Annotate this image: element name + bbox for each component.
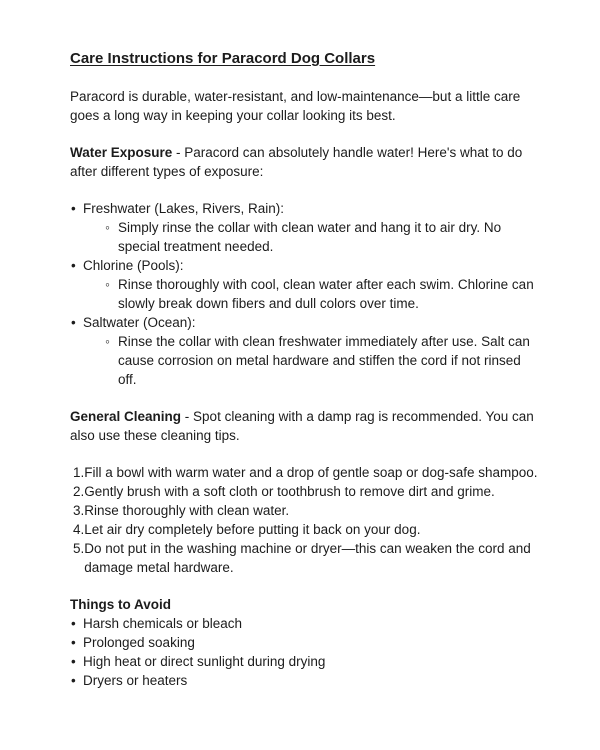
list-item-text: Harsh chemicals or bleach <box>83 616 243 631</box>
numbered-item-text: Let air dry completely before putting it back on your dog. <box>84 522 421 537</box>
water-exposure-paragraph <box>70 143 540 181</box>
avoid-list <box>70 614 540 690</box>
numbered-list-item <box>70 539 540 577</box>
numbered-item-text: Do not put in the washing machine or dryer—this can weaken the cord and damage metal hardware. <box>84 541 531 575</box>
numbered-list-item <box>70 482 540 501</box>
bullet-icon: • <box>71 673 76 688</box>
list-item <box>70 199 540 218</box>
general-cleaning-heading: General Cleaning <box>70 409 182 424</box>
item-number: 4. <box>73 522 85 537</box>
general-cleaning-body: - Spot cleaning with a damp rag is recommended. You can also use these cleaning tips. <box>70 409 534 443</box>
list-subitem <box>70 332 540 389</box>
list-item-label: Saltwater (Ocean): <box>83 315 196 330</box>
bullet-icon: • <box>71 654 76 669</box>
intro-paragraph: Paracord is durable, water-resistant, and low-maintenance—but a little care goes a long way in keeping your collar looking its best. <box>70 89 521 123</box>
list-item-label: Freshwater (Lakes, Rivers, Rain): <box>83 201 285 216</box>
circle-bullet-icon: ◦ <box>105 220 110 235</box>
numbered-list-item <box>70 501 540 520</box>
list-item <box>70 652 540 671</box>
bullet-icon: • <box>71 616 76 631</box>
list-subitem-text: Simply rinse the collar with clean water and hang it to air dry. No special treatment needed. <box>118 220 502 254</box>
numbered-list-item <box>70 463 540 482</box>
list-subitem-text: Rinse thoroughly with cool, clean water after each swim. Chlorine can slowly break down fibers and dull colors over time. <box>118 277 534 311</box>
list-item <box>70 671 540 690</box>
numbered-item-text: Gently brush with a soft cloth or toothbrush to remove dirt and grime. <box>84 484 495 499</box>
list-item-text: Prolonged soaking <box>83 635 195 650</box>
numbered-item-text: Fill a bowl with warm water and a drop of gentle soap or dog-safe shampoo. <box>84 465 538 480</box>
bullet-icon: • <box>71 258 76 273</box>
water-exposure-heading: Water Exposure <box>70 145 173 160</box>
item-number: 5. <box>73 541 85 556</box>
list-item <box>70 633 540 652</box>
things-to-avoid-heading: Things to Avoid <box>70 597 171 612</box>
list-item <box>70 256 540 275</box>
list-item <box>70 614 540 633</box>
general-cleaning-paragraph <box>70 407 540 445</box>
list-subitem-text: Rinse the collar with clean freshwater immediately after use. Salt can cause corrosion on metal hardware and stiffen the cord if not rinsed off. <box>118 334 530 387</box>
list-subitem <box>70 275 540 313</box>
circle-bullet-icon: ◦ <box>105 334 110 349</box>
document-title: Care Instructions for Paracord Dog Collars <box>70 50 376 67</box>
item-number: 2. <box>73 484 85 499</box>
bullet-icon: • <box>71 635 76 650</box>
numbered-item-text: Rinse thoroughly with clean water. <box>84 503 290 518</box>
list-item <box>70 313 540 332</box>
water-exposure-body: - Paracord can absolutely handle water! Here's what to do after different types of exposure: <box>70 145 523 179</box>
item-number: 3. <box>73 503 85 518</box>
circle-bullet-icon: ◦ <box>105 277 110 292</box>
list-subitem <box>70 218 540 256</box>
list-item-text: High heat or direct sunlight during drying <box>83 654 326 669</box>
item-number: 1. <box>73 465 85 480</box>
list-item-text: Dryers or heaters <box>83 673 188 688</box>
cleaning-steps-list <box>70 463 540 577</box>
exposure-list <box>70 199 540 389</box>
numbered-list-item <box>70 520 540 539</box>
list-item-label: Chlorine (Pools): <box>83 258 184 273</box>
bullet-icon: • <box>71 315 76 330</box>
bullet-icon: • <box>71 201 76 216</box>
